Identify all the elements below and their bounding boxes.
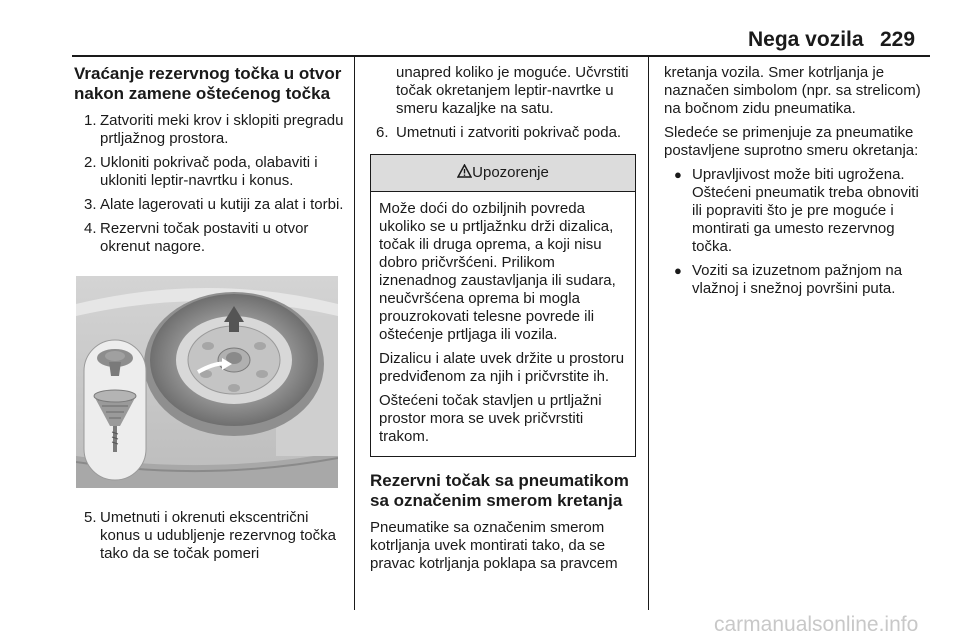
bullet-text: Upravljivost može biti ugrožena. Oštećeni pneumatik treba obnoviti ili popraviti što je pre moguće i montirati ga umesto rezervnog točka. bbox=[692, 166, 919, 255]
step-item bbox=[370, 124, 636, 142]
watermark: carmanualsonline.info bbox=[714, 613, 919, 636]
column-divider-right bbox=[648, 57, 649, 610]
step-continuation-text: unapred koliko je moguće. Učvrstiti točak okretanjem leptir-navrtke u smeru kazaljke na satu. bbox=[396, 64, 629, 117]
warning-box bbox=[370, 154, 636, 457]
step-number: 5. bbox=[84, 509, 97, 526]
page-number: 229 bbox=[880, 28, 916, 51]
bullet-dot: ● bbox=[674, 167, 682, 182]
steps-list-final bbox=[370, 124, 636, 142]
middle-column bbox=[370, 64, 636, 579]
step-item bbox=[74, 220, 344, 256]
warning-header bbox=[371, 155, 635, 192]
column-divider-left bbox=[354, 57, 355, 610]
steps-list bbox=[74, 112, 344, 256]
header-title: Nega vozila bbox=[748, 28, 864, 51]
bullet-item bbox=[664, 262, 932, 298]
step-number: 2. bbox=[84, 154, 97, 171]
warning-paragraph: Dizalicu i alate uvek držite u prostoru predviđenom za njih i pričvrstite ih. bbox=[379, 350, 625, 385]
step-number: 6. bbox=[376, 124, 389, 141]
header-rule bbox=[72, 55, 930, 57]
step-text: Umetnuti i okrenuti ekscentrični konus u udubljenje rezervnog točka tako da se točak pomeri bbox=[100, 509, 336, 562]
bullet-dot: ● bbox=[674, 263, 682, 278]
warning-triangle-icon bbox=[457, 164, 472, 178]
step-number: 3. bbox=[84, 196, 97, 213]
bullet-item bbox=[664, 166, 932, 256]
step-item bbox=[74, 196, 344, 214]
warning-title: Upozorenje bbox=[472, 164, 549, 181]
step-text: Umetnuti i zatvoriti pokrivač poda. bbox=[396, 124, 622, 141]
section-heading-spare-wheel-return: Vraćanje rezervnog točka u otvor nakon zamene oštećenog točka bbox=[74, 64, 342, 103]
warning-paragraph: Može doći do ozbiljnih povreda ukoliko se u prtljažnku drži dizalica, točak ili druga oprema, a koji nisu dobro pričvršćeni. Prilikom iznenadnog zaustavljanja ili sudara, neučvršćena oprema bi mogla prouzrokovati telesne povrede ili oštećenje prtljaga ili vozila. bbox=[379, 200, 616, 343]
paragraph: Sledeće se primenjuje za pneumatike postavljene suprotno smeru okretanja: bbox=[664, 124, 919, 159]
paragraph: kretanja vozila. Smer kotrljanja je naznačen simbolom (npr. sa strelicom) na bočnom zidu pneumatika. bbox=[664, 64, 921, 117]
spare-wheel-illustration bbox=[76, 276, 338, 488]
section-heading-directional-tyre: Rezervni točak sa pneumatikom sa označenim smerom kretanja bbox=[370, 471, 629, 510]
warning-body bbox=[371, 192, 635, 456]
step-text: Rezervni točak postaviti u otvor okrenut nagore. bbox=[100, 220, 309, 255]
step-text: Ukloniti pokrivač poda, olabaviti i ukloniti leptir-navrtku i konus. bbox=[100, 154, 318, 189]
step-text: Alate lagerovati u kutiji za alat i torbi. bbox=[100, 196, 344, 213]
bullet-text: Voziti sa izuzetnom pažnjom na vlažnoj i snežnoj površini puta. bbox=[692, 262, 903, 297]
bullet-list bbox=[664, 166, 932, 298]
warning-paragraph: Oštećeni točak stavljen u prtljažni prostor mora se uvek pričvrstiti trakom. bbox=[379, 392, 602, 445]
left-column bbox=[74, 64, 344, 569]
step-item bbox=[74, 154, 344, 190]
right-column bbox=[664, 64, 932, 304]
step-item bbox=[74, 112, 344, 148]
section-paragraph: Pneumatike sa označenim smerom kotrljanja uvek montirati tako, da se pravac kotrljanja poklapa sa pravcem bbox=[370, 519, 618, 572]
step-number: 4. bbox=[84, 220, 97, 237]
step-item bbox=[74, 509, 344, 563]
step-number: 1. bbox=[84, 112, 97, 129]
step-text: Zatvoriti meki krov i sklopiti pregradu prtljažnog prostora. bbox=[100, 112, 344, 147]
steps-list-continued bbox=[74, 509, 344, 563]
